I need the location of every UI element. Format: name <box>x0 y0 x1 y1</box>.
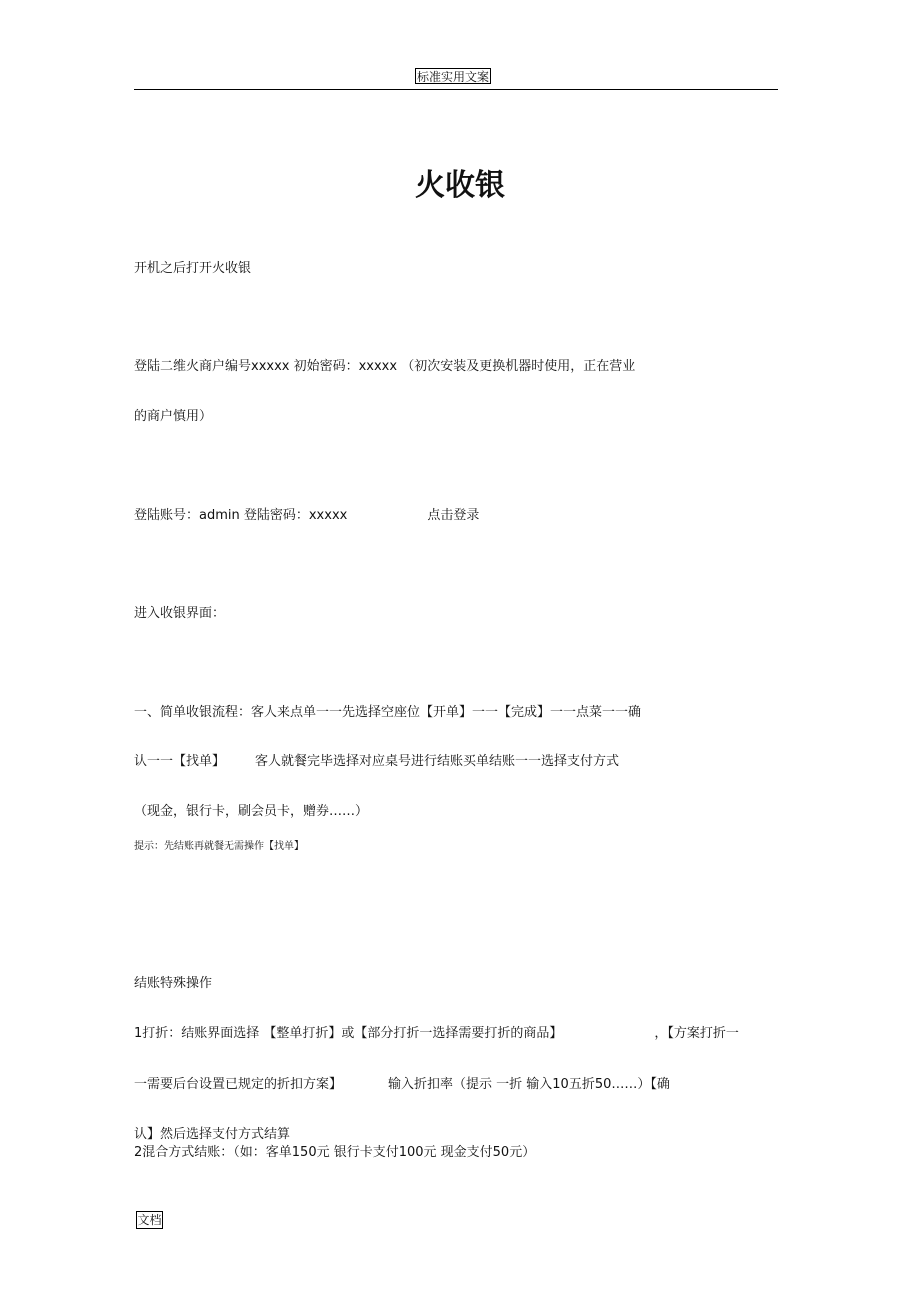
paragraph-enter-cashier: 进入收银界面： <box>134 606 226 621</box>
paragraph-merchant-login-cont: 的商户慎用） <box>134 409 213 424</box>
click-login-text: 点击登录 <box>427 508 480 523</box>
find-order-text: 认一一【找单】 <box>134 754 226 769</box>
header-divider <box>134 89 778 90</box>
paragraph-discount <box>134 1025 739 1043</box>
section-heading-special: 结账特殊操作 <box>134 976 213 991</box>
paragraph-startup: 开机之后打开火收银 <box>134 261 252 276</box>
paragraph-simple-flow-cont <box>134 753 619 771</box>
discount-rate-text: 输入折扣率（提示 一折 输入10五折50……）【确 <box>388 1077 670 1092</box>
document-title: 火收银 <box>415 168 505 203</box>
paragraph-simple-flow: 一、简单收银流程：客人来点单一一先选择空座位【开单】一一【完成】一一点菜一一确 <box>134 705 642 720</box>
paragraph-discount-cont <box>134 1076 670 1094</box>
scheme-discount-text: ，【方案打折一 <box>654 1026 739 1041</box>
backend-scheme-text: 一需要后台设置已规定的折扣方案】 <box>134 1077 343 1092</box>
paragraph-merchant-login: 登陆二维火商户编号xxxxx 初始密码：xxxxx （初次安装及更换机器时使用，正在营业 <box>134 359 636 374</box>
paragraph-account-login <box>134 507 479 525</box>
page-footer-label: 文档 <box>137 1213 162 1227</box>
tip-text: 提示：先结账再就餐无需操作【找单】 <box>134 841 304 852</box>
page-header-label: 标准实用文案 <box>417 70 490 84</box>
paragraph-mixed-payment: 2混合方式结账：（如：客单150元 银行卡支付100元 现金支付50元） <box>134 1145 536 1160</box>
paragraph-discount-confirm: 认】然后选择支付方式结算 <box>134 1127 291 1142</box>
discount-options-text: 1打折：结账界面选择 【整单打折】或【部分打折一选择需要打折的商品】 <box>134 1026 563 1041</box>
paragraph-payment-methods: （现金，银行卡，刷会员卡，赠券……） <box>134 804 369 819</box>
account-credentials-text: 登陆账号：admin 登陆密码：xxxxx <box>134 508 348 523</box>
checkout-text: 客人就餐完毕选择对应桌号进行结账买单结账一一选择支付方式 <box>255 754 620 769</box>
